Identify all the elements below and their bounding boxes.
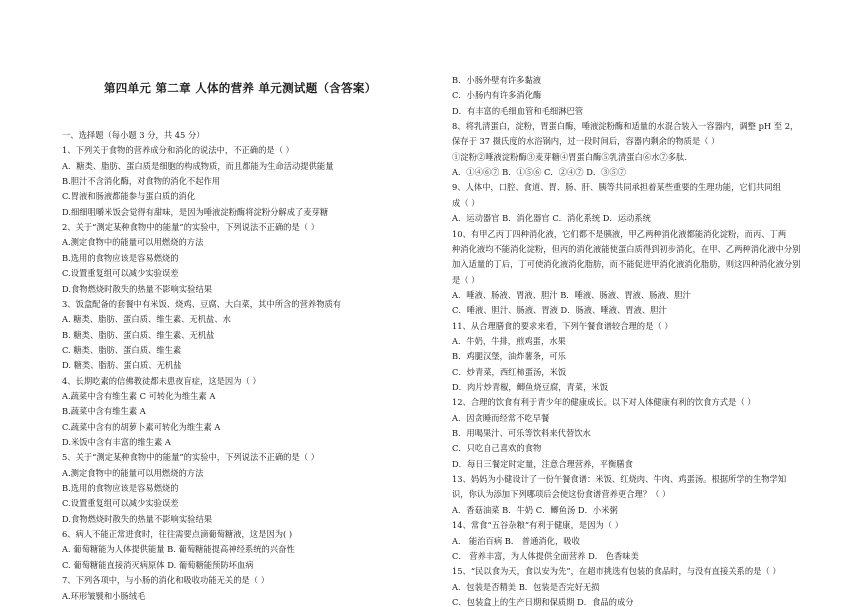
left-text-line: B.蔬菜中含有维生素 A <box>62 406 146 417</box>
right-text-line: C．只吃自己喜欢的食物 <box>452 443 542 454</box>
left-text-line: 7、下列各项中，与小肠的消化和吸收功能无关的是（ ） <box>62 575 270 586</box>
right-text-line: 加入适量的丁后，丁可使消化液消化脂肪，而不能促进甲消化液消化脂肪，则这四种消化液分别 <box>452 259 801 270</box>
right-text-line: 种消化液均不能消化淀粉，但丙的消化液能使蛋白质得到初步消化，在甲、乙两种消化液中分别 <box>452 243 801 254</box>
left-text-line: A. 葡萄糖能为人体提供能量 B. 葡萄糖能提高神经系统的兴奋性 <box>62 544 295 555</box>
right-text-line: B．用喝果汁、可乐等饮料来代替饮水 <box>452 428 591 439</box>
left-text-line: C.设置重复组可以减少实验误差 <box>62 498 179 509</box>
right-text-line: C． 营养丰富，为人体提供全面营养 D． 色香味美 <box>452 550 639 561</box>
right-text-line: 14、常食“五谷杂粮”有利于健康，是因为（ ） <box>452 520 624 531</box>
left-text-line: D.食物燃烧时散失的热量不影响实验结果 <box>62 513 213 524</box>
left-text-line: A.测定食物中的能量可以用燃烧的方法 <box>62 467 204 478</box>
right-text-line: ①淀粉②唾液淀粉酶③麦芽糖④胃蛋白酶⑤乳清蛋白⑥水⑦多肽. <box>452 151 687 162</box>
left-text-line: B.选用的食物应该是容易燃烧的 <box>62 252 179 263</box>
left-text-line: 6、病人不能正常进食时，往往需要点滴葡萄糖液，这是因为( ) <box>62 529 293 540</box>
right-text-line: 是（ ） <box>452 274 480 285</box>
right-text-line: 识，你认为添加下列哪项后会使这份食谱营养更合理？（ ） <box>452 489 671 500</box>
left-text-line: D.细细咀嚼米饭会觉得有甜味，是因为唾液淀粉酶将淀粉分解成了麦芽糖 <box>62 206 329 217</box>
right-text-line: C．炒青菜，西红柿蛋汤，米饭 <box>452 366 567 377</box>
right-text-line: 8、将乳清蛋白，淀粉，胃蛋白酶，唾液淀粉酶和适量的水混合装入一容器内，调整 pH 至 2， <box>452 121 799 132</box>
left-text-line: C.设置重复组可以减少实验误差 <box>62 268 179 279</box>
left-text-line: 2、关于“测定某种食物中的能量”的实验中，下列说法不正确的是（ ） <box>62 222 320 233</box>
left-text-line: 4、长期吃素的信佛教徒都未患夜盲症，这是因为（ ） <box>62 375 261 386</box>
right-text-line: A．运动器官 B．消化器官 C．消化系统 D．运动系统 <box>452 213 651 224</box>
right-text-line: A． 能治百病 B． 普通消化，吸收 <box>452 535 580 546</box>
right-text-line: 10、有甲乙丙丁四种消化液，它们都不是胰液，甲乙两种消化液都能消化淀粉，而丙、丁两 <box>452 228 787 239</box>
right-text-line: 12、合理的饮食有利于青少年的健康成长。以下对人体健康有利的饮食方式是（ ） <box>452 397 756 408</box>
left-text-line: D. 糖类、脂肪、蛋白质、无机盐 <box>62 360 182 371</box>
right-text-line: A．①④⑥⑦ B．①⑤⑥ C．②④⑦ D．③⑤⑦ <box>452 167 627 178</box>
right-text-line: D．有丰富的毛细血管和毛细淋巴管 <box>452 105 584 116</box>
left-text-line: A.环形皱襞和小肠绒毛 <box>62 590 146 601</box>
left-text-line: 一、选择题（每小题 3 分，共 45 分） <box>62 130 205 140</box>
right-text-line: C．唾液、胆汁、肠液、胃液 D．肠液、唾液、胃液、胆汁 <box>452 305 667 316</box>
left-text-line: A.测定食物中的能量可以用燃烧的方法 <box>62 237 204 248</box>
right-text-line: D．肉片炒青椒，鲫鱼烧豆腐，青菜，米饭 <box>452 382 608 392</box>
left-text-line: A．糖类、脂肪、蛋白质是细胞的构成物质，而且都能为生命活动提供能量 <box>62 160 334 171</box>
right-text-line: A．牛奶，牛排，煎鸡蛋，水果 <box>452 335 566 346</box>
right-text-line: A．包装是否精美 B．包装是否完好无损 <box>452 581 600 592</box>
left-text-line: 3、饭盒配备的套餐中有米饭、烧鸡、豆腐、大白菜，其中所含的营养物质有 <box>62 298 342 309</box>
right-text-line: B．小肠外壁有许多黏液 <box>452 75 542 85</box>
right-text-line: D．每日三餐定时定量，注意合理营养，平衡膳食 <box>452 458 633 469</box>
left-text-line: B. 糖类、脂肪、蛋白质、维生素、无机盐 <box>62 329 215 340</box>
left-text-line: C.蔬菜中含有的胡萝卜素可转化为维生素 A <box>62 421 221 432</box>
right-text-line: 13、妈妈为小健设计了一份午餐食谱：米饭、红烧肉、牛肉、鸡蛋汤。根据所学的生物学知 <box>452 474 787 485</box>
left-text-line: B.选用的食物应该是容易燃烧的 <box>62 483 179 494</box>
right-text-line: C．包装盒上的生产日期和保质期 D．食品的成分 <box>452 596 634 607</box>
left-text-line: 1、下列关于食物的营养成分和消化的说法中，不正确的是（ ） <box>62 145 294 156</box>
left-text-line: A. 糖类、脂肪、蛋白质、维生素、无机盐、水 <box>62 314 231 325</box>
right-text-line: 11、从合理膳食的要求来看，下列午餐食谱较合理的是（ ） <box>452 320 673 331</box>
right-text-line: 保存于 37 摄氏度的水浴锅内，过一段时间后，容器内剩余的物质是（ ） <box>452 136 720 147</box>
right-text-line: C．小肠内有许多消化酶 <box>452 90 542 101</box>
right-text-line: B．鸡腿汉堡，油炸薯条，可乐 <box>452 351 566 362</box>
right-text-line: 9、人体中，口腔、食道、胃、肠、肝、胰等共同承担着某些重要的生理功能，它们共同组 <box>452 182 781 193</box>
right-text-line: A．唾液、肠液、胃液、胆汁 B．唾液、肠液、胃液、肠液、胆汁 <box>452 289 691 300</box>
right-text-line: 成（ ） <box>452 197 480 208</box>
left-text-line: 5、关于“测定某种食物中的能量”的实验中，下列说法不正确的是（ ） <box>62 452 320 463</box>
left-text-line: D.米饭中含有丰富的维生素 A <box>62 437 171 447</box>
left-text-line: C. 葡萄糖能直接消灭病原体 D. 葡萄糖能预防坏血病 <box>62 559 254 570</box>
left-text-line: C. 糖类、脂肪、蛋白质、维生素 <box>62 344 182 355</box>
left-text-line: D.食物燃烧时散失的热量不影响实验结果 <box>62 283 213 294</box>
document-title: 第四单元 第二章 人体的营养 单元测试题（含答案） <box>104 81 377 95</box>
right-text-line: A．香菇油菜 B．牛奶 C．鲫鱼汤 D．小米粥 <box>452 504 618 515</box>
left-text-line: C.胃液和肠液都能参与蛋白质的消化 <box>62 191 196 202</box>
right-text-line: 15、“民以食为天，食以安为先”，在超市挑选有包装的食品时，与没有直接关系的是（ ） <box>452 566 781 577</box>
left-text-line: A.蔬菜中含有维生素 C 可转化为维生素 A <box>62 390 216 401</box>
right-text-line: A．因贪睡而经常不吃早餐 <box>452 412 550 423</box>
left-text-line: B.胆汁不含消化酶，对食物的消化不起作用 <box>62 176 221 187</box>
